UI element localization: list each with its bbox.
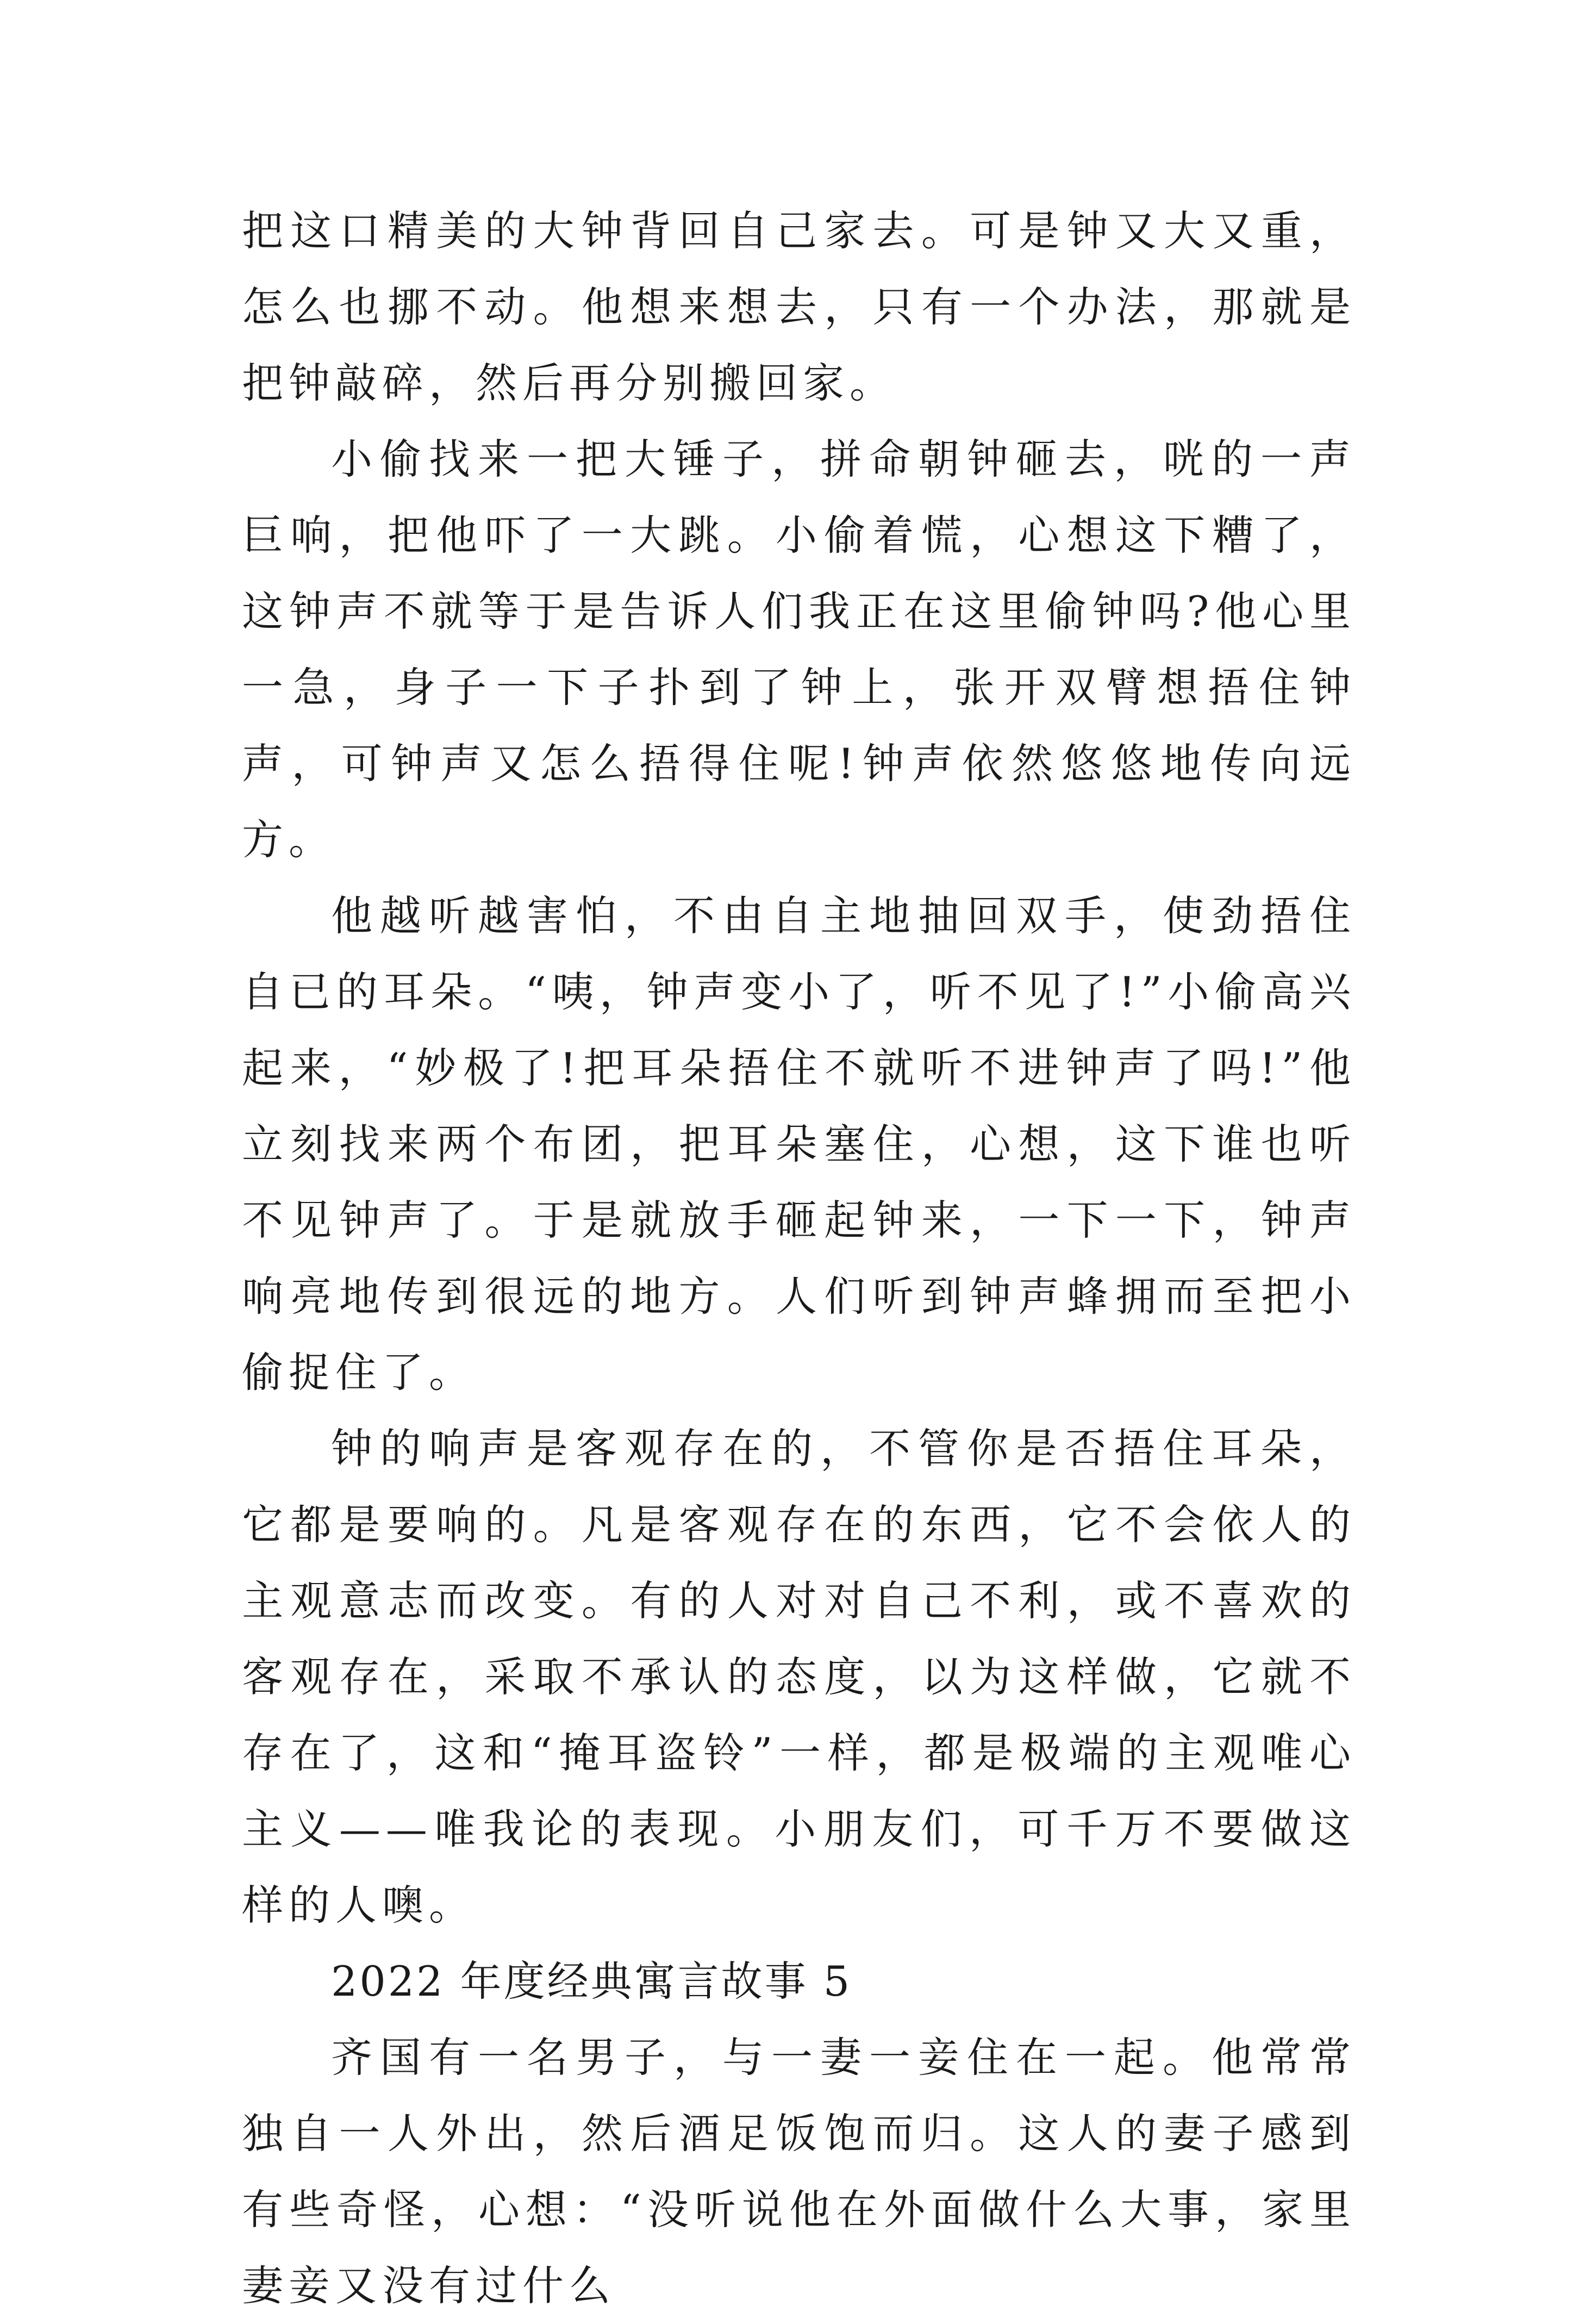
paragraph-5: 齐国有一名男子，与一妻一妾住在一起。他常常独自一人外出，然后酒足饭饱而归。这人的妻子感到有些奇怪，心想：“没听说他在外面做什么大事，家里妻妾又没有过什么 (242, 2033, 1356, 2310)
document-body (242, 193, 1356, 2324)
paragraph-3: 他越听越害怕，不由自主地抽回双手，使劲捂住自已的耳朵。“咦，钟声变小了，听不见了!”小偷高兴起来，“妙极了!把耳朵捂住不就听不进钟声了吗!”他立刻找来两个布团，把耳朵塞住，心想，这下谁也听不见钟声了。于是就放手砸起钟来，一下一下，钟声响亮地传到很远的地方。人们听到钟声蜂拥而至把小偷捉住了。 (242, 892, 1356, 1397)
paragraph-4: 钟的响声是客观存在的，不管你是否捂住耳朵，它都是要响的。凡是客观存在的东西，它不会依人的主观意志而改变。有的人对对自己不利，或不喜欢的客观存在，采取不承认的态度，以为这样做，它就不存在了，这和“掩耳盗铃”一样，都是极端的主观唯心主义——唯我论的表现。小朋友们，可千万不要做这样的人噢。 (242, 1424, 1356, 1929)
section-heading: 2022 年度经典寓言故事 5 (331, 1957, 852, 2005)
paragraph-2: 小偷找来一把大锤子，拼命朝钟砸去，咣的一声巨响，把他吓了一大跳。小偷着慌，心想这下糟了，这钟声不就等于是告诉人们我正在这里偷钟吗?他心里一急，身子一下子扑到了钟上，张开双臂想捂住钟声，可钟声又怎么捂得住呢!钟声依然悠悠地传向远方。 (242, 435, 1356, 864)
paragraph-1: 把这口精美的大钟背回自己家去。可是钟又大又重，怎么也挪不动。他想来想去，只有一个办法，那就是把钟敲碎，然后再分别搬回家。 (242, 207, 1356, 407)
